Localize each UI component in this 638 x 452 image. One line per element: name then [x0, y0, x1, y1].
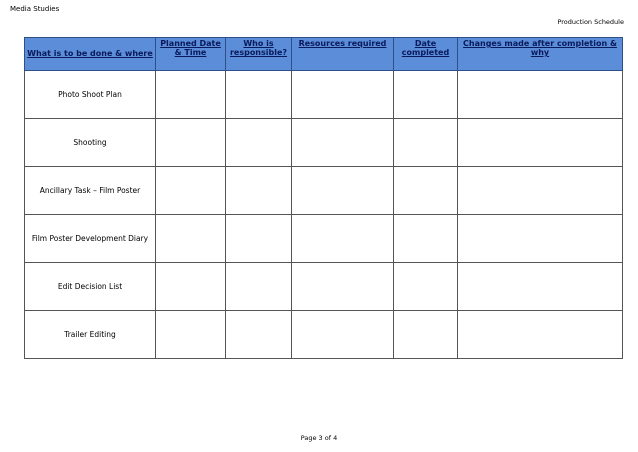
planned-date-cell: [156, 167, 226, 215]
changes-cell: [458, 263, 623, 311]
task-cell: Film Poster Development Diary: [25, 215, 156, 263]
planned-date-cell: [156, 71, 226, 119]
changes-cell: [458, 311, 623, 359]
responsible-cell: [226, 71, 292, 119]
column-header-resources: Resources required: [292, 38, 394, 71]
resources-cell: [292, 263, 394, 311]
date-completed-cell: [394, 311, 458, 359]
column-header-date-completed: Date completed: [394, 38, 458, 71]
task-cell: Photo Shoot Plan: [25, 71, 156, 119]
column-header-responsible: Who is responsible?: [226, 38, 292, 71]
column-header-planned-date: Planned Date & Time: [156, 38, 226, 71]
date-completed-cell: [394, 119, 458, 167]
resources-cell: [292, 71, 394, 119]
planned-date-cell: [156, 119, 226, 167]
column-header-changes: Changes made after completion & why: [458, 38, 623, 71]
page-number: Page 3 of 4: [300, 434, 338, 442]
responsible-cell: [226, 311, 292, 359]
document-header-right: Production Schedule: [557, 18, 624, 26]
changes-cell: [458, 167, 623, 215]
planned-date-cell: [156, 263, 226, 311]
planned-date-cell: [156, 215, 226, 263]
production-schedule-table: [24, 37, 623, 359]
table-row: [25, 167, 623, 215]
column-header-task: What is to be done & where: [25, 38, 156, 71]
date-completed-cell: [394, 167, 458, 215]
changes-cell: [458, 119, 623, 167]
responsible-cell: [226, 263, 292, 311]
task-cell: Edit Decision List: [25, 263, 156, 311]
responsible-cell: [226, 167, 292, 215]
task-cell: Ancillary Task – Film Poster: [25, 167, 156, 215]
table-row: [25, 71, 623, 119]
planned-date-cell: [156, 311, 226, 359]
document-header-left: Media Studies: [10, 5, 60, 13]
date-completed-cell: [394, 71, 458, 119]
table-header-row: [25, 38, 623, 71]
resources-cell: [292, 215, 394, 263]
table-row: [25, 215, 623, 263]
date-completed-cell: [394, 215, 458, 263]
resources-cell: [292, 119, 394, 167]
task-cell: Shooting: [25, 119, 156, 167]
table-row: [25, 119, 623, 167]
resources-cell: [292, 311, 394, 359]
resources-cell: [292, 167, 394, 215]
task-cell: Trailer Editing: [25, 311, 156, 359]
table-row: [25, 263, 623, 311]
changes-cell: [458, 71, 623, 119]
changes-cell: [458, 215, 623, 263]
responsible-cell: [226, 119, 292, 167]
date-completed-cell: [394, 263, 458, 311]
table-row: [25, 311, 623, 359]
responsible-cell: [226, 215, 292, 263]
